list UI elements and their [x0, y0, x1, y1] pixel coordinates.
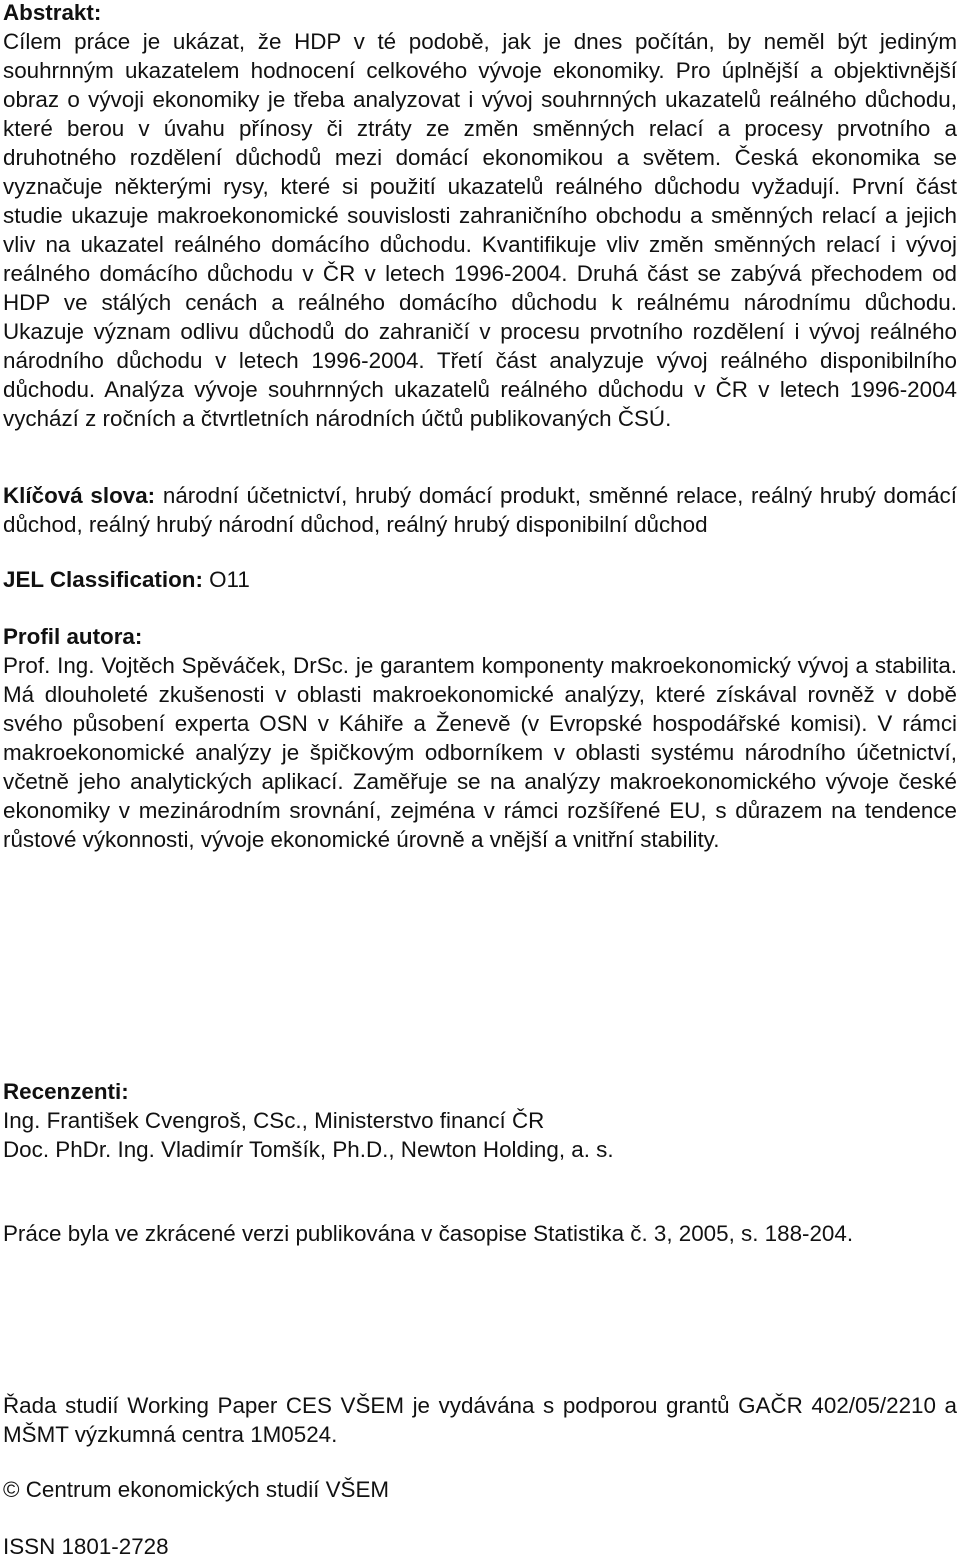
jel-label: JEL Classification:	[3, 567, 203, 592]
abstract-text: Cílem práce je ukázat, že HDP v té podobě, jak je dnes počítán, by neměl být jediným souhrnným ukazatelem hodnocení celkového vývoje ekonomiky. Pro úplnější a objektivnější obraz o vývoji ekonomiky je třeba analyzovat i vývoj souhrnných ukazatelů reálného důchodu, které berou v úvahu přínosy či ztráty ze změn směnných relací a procesy prvotního a druhotného rozdělení důchodů mezi domácí ekonomikou a světem. Česká ekonomika se vyznačuje některými rysy, které si použití ukazatelů reálného důchodu vyžadují. První část studie ukazuje makroekonomické souvislosti zahraničního obchodu a směnných relací a jejich vliv na ukazatel reálného domácího důchodu. Kvantifikuje vliv změn směnných relací i vývoj reálného domácího důchodu v ČR v letech 1996-2004. Druhá část se zabývá přechodem od HDP ve stálých cenách a reálného domácího důchodu k reálnému národnímu důchodu. Ukazuje význam odlivu důchodů do zahraničí v procesu prvotního rozdělení i vývoj reálného národního důchodu v letech 1996-2004. Třetí část analyzuje vývoj reálného disponibilního důchodu. Analýza vývoje souhrnných ukazatelů reálného důchodu v ČR v letech 1996-2004 vychází z ročních a čtvrtletních národních účtů publikovaných ČSÚ.	[3, 29, 957, 431]
keywords-label: Klíčová slova:	[3, 483, 156, 508]
series-note: Řada studií Working Paper CES VŠEM je vydávána s podporou grantů GAČR 402/05/2210 a MŠMT výzkumná centra 1M0524.	[3, 1393, 957, 1447]
keywords-text: národní účetnictví, hrubý domácí produkt, směnné relace, reálný hrubý domácí důchod, reálný hrubý národní důchod, reálný hrubý disponibilní důchod	[3, 483, 957, 537]
author-text: Prof. Ing. Vojtěch Spěváček, DrSc. je garantem komponenty makroekonomický vývoj a stabilita. Má dlouholeté zkušenosti v oblasti makroekonomické analýzy, které získával rovněž v době svého působení experta OSN v Káhiře a Ženevě (v Evropské hospodářské komisi). V rámci makroekonomické analýzy je špičkovým odborníkem v oblasti systému národního účetnictví, včetně jeho analytických aplikací. Zaměřuje se na analýzy makroekonomického vývoje české ekonomiky v mezinárodním srovnání, zejména v rámci rozšířené EU, s důrazem na tendence růstové výkonnosti, vývoje ekonomické úrovně a vnější a vnitřní stability.	[3, 653, 957, 852]
jel-classification	[3, 565, 957, 594]
issn: ISSN 1801-2728	[3, 1534, 169, 1559]
jel-value: O11	[202, 567, 250, 592]
publication-note: Práce byla ve zkrácené verzi publikována v časopise Statistika č. 3, 2005, s. 188-204.	[3, 1221, 854, 1246]
author-heading: Profil autora:	[3, 624, 143, 649]
copyright-note: © Centrum ekonomických studií VŠEM	[3, 1477, 390, 1502]
keywords-paragraph	[3, 481, 957, 539]
reviewer-item: Doc. PhDr. Ing. Vladimír Tomšík, Ph.D., Newton Holding, a. s.	[3, 1137, 614, 1162]
abstract-heading: Abstrakt:	[3, 0, 102, 25]
reviewers-heading: Recenzenti:	[3, 1079, 129, 1104]
reviewer-item: Ing. František Cvengroš, CSc., Ministerstvo financí ČR	[3, 1108, 545, 1133]
